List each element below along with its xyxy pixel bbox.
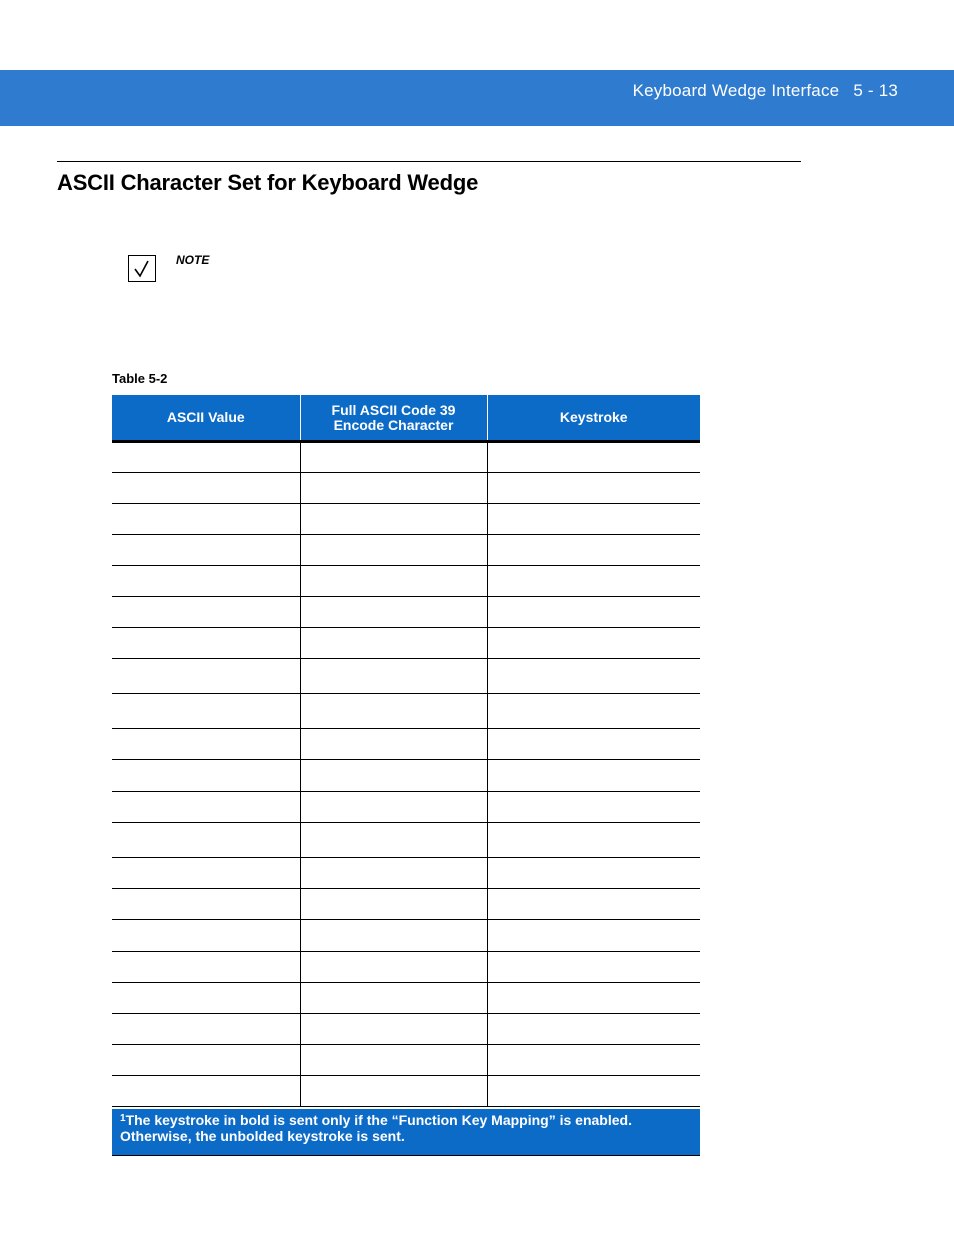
table-cell — [487, 442, 700, 473]
page-number: 5 - 13 — [853, 81, 898, 100]
table-cell — [300, 535, 487, 566]
table-footnote — [112, 1109, 700, 1156]
table-cell — [112, 952, 300, 983]
table-row — [112, 952, 700, 983]
table-cell — [112, 597, 300, 628]
footnote-text: The keystroke in bold is sent only if the “Function Key Mapping” is enabled. Otherwise, the unbolded keystroke is sent. — [120, 1112, 632, 1144]
table-row — [112, 597, 700, 628]
table-cell — [112, 566, 300, 597]
table-row — [112, 566, 700, 597]
table-cell — [112, 792, 300, 823]
table-row — [112, 504, 700, 535]
table-row — [112, 983, 700, 1014]
table-header-row — [112, 395, 700, 442]
table-row — [112, 920, 700, 952]
running-header — [0, 70, 954, 126]
table-row — [112, 1045, 700, 1076]
table-row — [112, 858, 700, 889]
table-cell — [487, 952, 700, 983]
table-row — [112, 729, 700, 760]
table-cell — [487, 473, 700, 504]
table-cell — [112, 1045, 300, 1076]
table-cell — [487, 1045, 700, 1076]
table-cell — [112, 858, 300, 889]
column-header-ascii-value: ASCII Value — [112, 395, 300, 442]
table-cell — [112, 920, 300, 952]
table-cell — [300, 952, 487, 983]
table-row — [112, 889, 700, 920]
table-cell — [300, 889, 487, 920]
note-label: NOTE — [176, 253, 210, 267]
table-cell — [300, 566, 487, 597]
table-cell — [112, 823, 300, 858]
table-cell — [487, 792, 700, 823]
table-cell — [487, 889, 700, 920]
page-title: ASCII Character Set for Keyboard Wedge — [57, 170, 479, 195]
table-row — [112, 760, 700, 792]
table-cell — [300, 628, 487, 659]
table-cell — [487, 823, 700, 858]
table-cell — [300, 473, 487, 504]
table-cell — [112, 1076, 300, 1107]
column-header-code39-character: Full ASCII Code 39 Encode Character — [300, 395, 487, 442]
table-cell — [300, 983, 487, 1014]
running-header-text — [633, 81, 898, 101]
table-cell — [300, 659, 487, 694]
title-rule — [57, 161, 801, 162]
table-row — [112, 792, 700, 823]
table-caption: Table 5-2 — [112, 371, 168, 386]
table-cell — [112, 694, 300, 729]
table-cell — [300, 823, 487, 858]
table-cell — [300, 504, 487, 535]
table-cell — [487, 504, 700, 535]
table-cell — [300, 792, 487, 823]
table-cell — [300, 597, 487, 628]
table-cell — [112, 760, 300, 792]
table-cell — [112, 1014, 300, 1045]
table-cell — [487, 694, 700, 729]
table-cell — [112, 729, 300, 760]
table-cell — [487, 858, 700, 889]
table-cell — [487, 535, 700, 566]
table-row — [112, 659, 700, 694]
table-row — [112, 473, 700, 504]
section-title: Keyboard Wedge Interface — [632, 81, 840, 100]
ascii-table — [112, 395, 700, 1107]
column-header-keystroke: Keystroke — [487, 395, 700, 442]
table-cell — [487, 983, 700, 1014]
table-cell — [300, 1014, 487, 1045]
table-row — [112, 1076, 700, 1107]
table-cell — [487, 729, 700, 760]
table-cell — [300, 1076, 487, 1107]
footnote-marker: 1 — [120, 1113, 126, 1124]
table-cell — [112, 504, 300, 535]
table-cell — [487, 920, 700, 952]
table-cell — [112, 628, 300, 659]
table-row — [112, 1014, 700, 1045]
table-cell — [300, 858, 487, 889]
table-cell — [300, 442, 487, 473]
table-cell — [487, 659, 700, 694]
table-cell — [112, 442, 300, 473]
table-cell — [112, 535, 300, 566]
table-cell — [112, 983, 300, 1014]
table-cell — [112, 659, 300, 694]
table-body — [112, 442, 700, 1107]
table-cell — [112, 889, 300, 920]
table-cell — [300, 694, 487, 729]
table-cell — [300, 920, 487, 952]
table-row — [112, 442, 700, 473]
table-cell — [300, 1045, 487, 1076]
table-row — [112, 628, 700, 659]
table-cell — [487, 1014, 700, 1045]
table-cell — [487, 1076, 700, 1107]
table-cell — [300, 760, 487, 792]
table-cell — [487, 628, 700, 659]
table-cell — [112, 473, 300, 504]
table-cell — [487, 566, 700, 597]
table-cell — [487, 597, 700, 628]
table-row — [112, 535, 700, 566]
table-cell — [300, 729, 487, 760]
table-row — [112, 823, 700, 858]
table-row — [112, 694, 700, 729]
note-checkmark-icon — [128, 255, 156, 282]
table-cell — [487, 760, 700, 792]
